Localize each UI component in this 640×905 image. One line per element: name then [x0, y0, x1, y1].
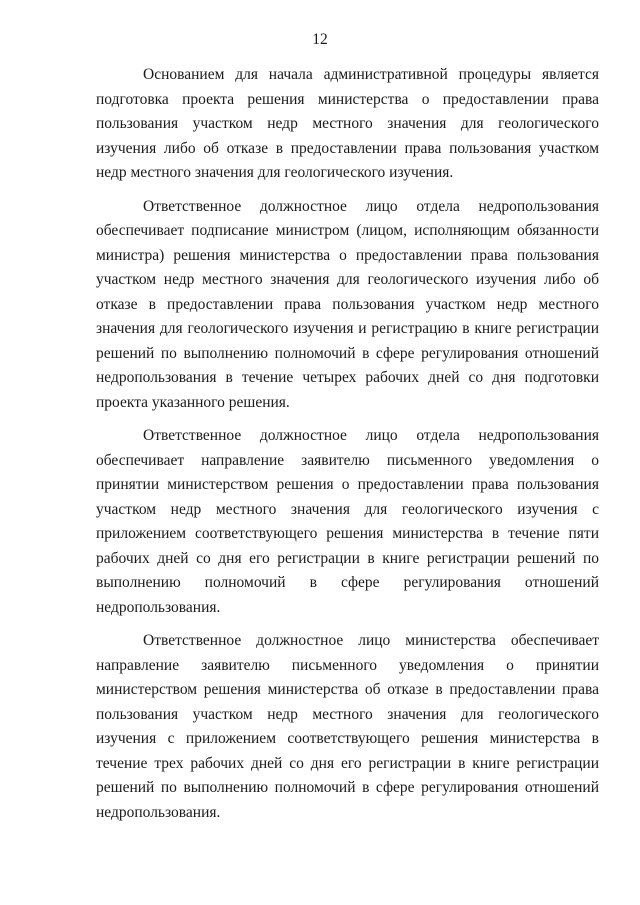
- page-number: 12: [312, 31, 328, 48]
- paragraph-grant-notification: Ответственное должностное лицо отдела недропользования обеспечивает направление заявителю письменного уведомления о принятии министерством решения о предоставлении права пользования участком недр местного значения для геологического изучения с приложением соответствующего решения министерства в течение пяти рабочих дней со дня его регистрации в книге регистрации решений по выполнению полномочий в сфере регулирования отношений недропользования.: [96, 427, 599, 616]
- paragraph-refusal-notification: Ответственное должностное лицо министерства обеспечивает направление заявителю письменного уведомления о принятии министерством решения министерства об отказе в предоставлении права пользования участком недр местного значения для геологического изучения с приложением соответствующего решения министерства в течение трех рабочих дней со дня его регистрации в книге регистрации решений по выполнению полномочий в сфере регулирования отношений недропользования.: [96, 632, 599, 821]
- paragraph-signing-registration: Ответственное должностное лицо отдела недропользования обеспечивает подписание министром (лицом, исполняющим обязанности министра) решения министерства о предоставлении права пользования участком недр местного значения для геологического изучения либо об отказе в предоставлении права пользования участком недр местного значения для геологического изучения и регистрацию в книге регистрации решений по выполнению полномочий в сфере регулирования отношений недропользования в течение четырех рабочих дней со дня подготовки проекта указанного решения.: [96, 197, 599, 411]
- paragraph-procedure-basis: Основанием для начала административной процедуры является подготовка проекта решения министерства о предоставлении права пользования участком недр местного значения для геологического изучения либо об отказе в предоставлении права пользования участком недр местного значения для геологического изучения.: [96, 66, 599, 181]
- document-body: [96, 63, 599, 834]
